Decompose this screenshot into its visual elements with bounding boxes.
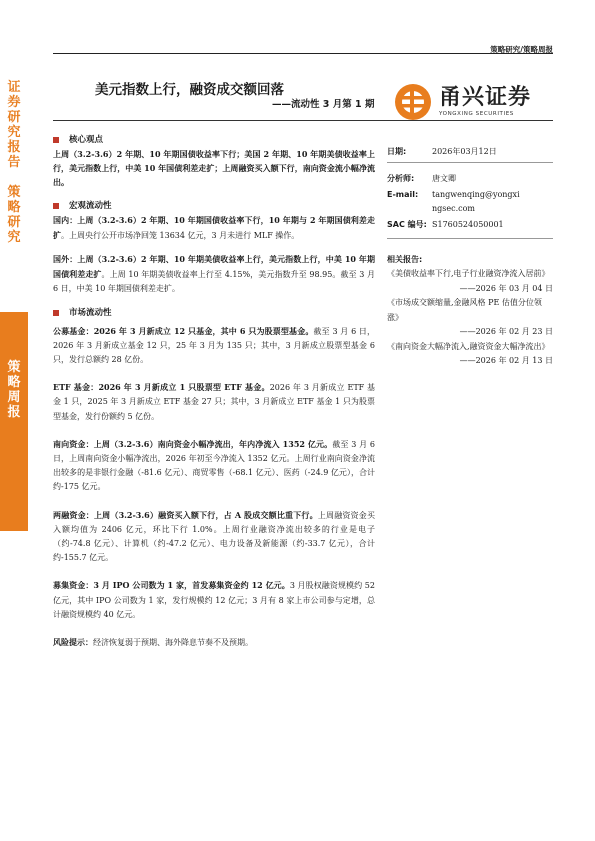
- email-link-cont[interactable]: ngsec.com: [432, 204, 476, 213]
- email-row: E-mail: tangwenqing@yongxi ngsec.com: [387, 190, 520, 213]
- analyst-row: 分析师: 唐文卿: [387, 174, 456, 183]
- report-subtitle: ——流动性 3 月第 1 期: [272, 99, 375, 110]
- sidebar-top-text: 证 券 研 究 报 告 策 略 研 究: [7, 80, 21, 245]
- market-margin-paragraph: 两融资金：上周（3.2-3.6）融资买入额下行，占 A 股成交额比重下行。上周融资资金买入额均值为 2406 亿元，环比下行 1.0%。上周行业融资净流出较多的行业是电子（约-74.8 亿元）、计算机（约-47.2 亿元）、电力设备及新能源（约-33.7 亿元），合计约-155.7 亿元。: [53, 509, 376, 563]
- header-rule: [53, 53, 553, 54]
- section-market-heading: 市场流动性: [53, 306, 375, 320]
- company-logo: [393, 82, 531, 122]
- bullet-square-icon: [53, 310, 59, 316]
- logo-mark-icon: [393, 82, 433, 122]
- related-report-item[interactable]: 《南向资金大幅净流入,融资资金大幅净流出》: [387, 341, 550, 351]
- email-link[interactable]: tangwenqing@yongxi: [432, 190, 520, 199]
- report-title: 美元指数上行，融资成交额回落: [95, 82, 284, 98]
- related-reports-title: 相关报告:: [387, 255, 423, 264]
- logo-name: 甬兴证券: [439, 85, 532, 110]
- related-report-date: ——2026 年 03 月 04 日: [459, 283, 553, 293]
- bullet-square-icon: [53, 203, 59, 209]
- related-report-date: ——2026 年 02 月 13 日: [459, 356, 553, 365]
- macro-foreign-paragraph: 国外：上周（3.2-3.6）2 年期、10 年期美债收益率上行，美元指数上行，中美 10 年期国债利差走扩。上周 10 年期美债收益率上行至 4.15%，美元指数升至 98.95。截至 3 月 6 日，中美 10 年期国债利差走扩。: [53, 254, 376, 294]
- market-fund-paragraph: 公募基金：2026 年 3 月新成立 12 只基金，其中 6 只为股票型基金。截至 3 月 6 日，2026 年 3 月新成立基金 12 只，25 年 3 月为 135 只；其中，3 月新成立股票型基金 6 只，发行总额约 28 亿份。: [53, 325, 375, 365]
- core-text: 上周（3.2-3.6）2 年期、10 年期国债收益率下行；美国 2 年期、10 年期美债收益率上行，美元指数上行，中美 10 年国债利差走扩；上周融资买入额下行，南向资金流小幅净流出。: [53, 149, 375, 188]
- sidebar: [0, 0, 28, 841]
- title-separator: [53, 120, 553, 121]
- bullet-square-icon: [53, 137, 59, 143]
- market-ipo-paragraph: 募集资金：3 月 IPO 公司数为 1 家，首发募集资金约 12 亿元。3 月股权融资规模约 52 亿元，其中 IPO 公司数为 1 家，发行规模约 12 亿元；3 月有 8 家上市公司参与定增，总计融资规模约 40 亿元。: [53, 580, 375, 619]
- risk-paragraph: 风险提示：经济恢复弱于预期、海外降息节奏不及预期。: [53, 637, 253, 648]
- market-etf-paragraph: ETF 基金：2026 年 3 月新成立 1 只股票型 ETF 基金。2026 年 3 月新成立 ETF 基金 1 只，2025 年 3 月新成立 ETF 基金 27 只；其中，3 月新成立 ETF 基金 1 只为股票型基金，发行份额约 5 亿份。: [53, 382, 376, 421]
- logo-english: YONGXING SECURITIES: [439, 111, 514, 117]
- related-report-item[interactable]: 《市场成交额缩量,金融风格 PE 估值分位领涨》: [387, 298, 542, 322]
- meta-divider: [387, 238, 553, 239]
- report-category-tag: 策略研究/策略周报: [490, 45, 553, 54]
- date-row: 日期: 2026年03月12日: [387, 147, 497, 156]
- related-report-item[interactable]: 《美债收益率下行,电子行业融资净流入居前》: [387, 269, 550, 278]
- section-core-heading: 核心观点: [53, 133, 375, 147]
- market-southbound-paragraph: 南向资金：上周（3.2-3.6）南向资金小幅净流出，年内净流入 1352 亿元。截至 3 月 6 日，上周南向资金小幅净流出，2026 年初至今净流入 1352 亿元。上周行业南向资金净流出较多的是非银行金融（-81.6 亿元）、商贸零售（-68.1 亿元）、医药（-24.9 亿元），合计约-175 亿元。: [53, 438, 375, 492]
- sidebar-mid-text: 策 略 周 报: [7, 360, 21, 420]
- related-report-date: ——2026 年 02 月 23 日: [459, 327, 553, 336]
- main-content: [53, 133, 375, 650]
- sac-row: SAC 编号: S1760524050001: [387, 220, 504, 229]
- meta-panel: [387, 143, 553, 369]
- section-macro-heading: 宏观流动性: [53, 199, 375, 213]
- macro-domestic-paragraph: 国内：上周（3.2-3.6）2 年期、10 年期国债收益率下行，10 年期与 2 年期国债利差走扩。上周央行公开市场净回笼 13634 亿元，3 月未进行 MLF 操作。: [53, 214, 375, 240]
- sidebar-orange-band: [0, 312, 28, 531]
